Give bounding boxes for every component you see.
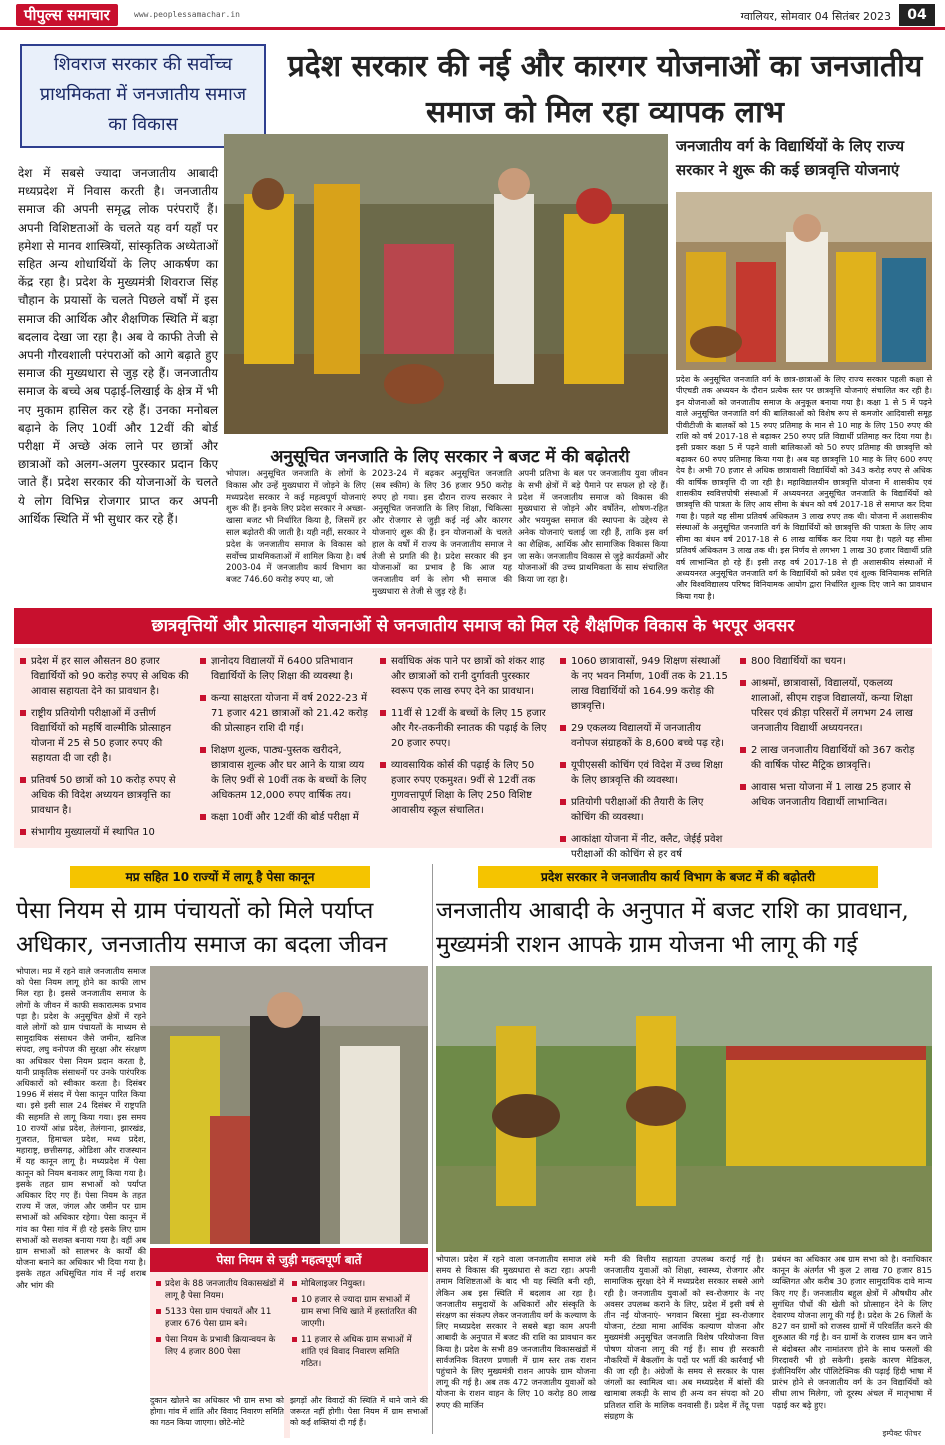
bullet-item: 800 विद्यार्थियों का चयन।: [740, 654, 924, 669]
bullet-item: प्रतियोगी परीक्षाओं की तैयारी के लिए कोचिंग की व्यवस्था।: [560, 795, 730, 825]
info-item: पेसा नियम के प्रभावी क्रियान्वयन के लिए 4 हजार 800 पेसा: [156, 1334, 284, 1358]
side-title: शिवराज सरकार की सर्वोच्च प्राथमिकता में जनजातीय समाज का विकास: [20, 44, 266, 148]
infobox-bottom-text-2: झगड़ों और विवादों की स्थिति में थाने जाने की जरूरत नहीं होगी। पेसा नियम में ग्राम सभाओं को कई शक्तियां दी गई हैं।: [290, 1396, 428, 1440]
newspaper-logo[interactable]: पीपुल्स समाचार: [16, 4, 118, 26]
bullet-item: 29 एकलव्य विद्यालयों में जनजातीय वनोपज संग्राहकों के 8,600 बच्चे पढ़ रहे।: [560, 721, 730, 751]
right-headline: जनजातीय वर्ग के विद्यार्थियों के लिए राज्य सरकार ने शुरू की कई छात्रवृत्ति योजनाएं: [676, 137, 905, 179]
bullet-item: कक्षा 10वीं और 12वीं की बोर्ड परीक्षा में: [200, 810, 370, 825]
pesa-article: भोपाल। मप्र में रहने वाले जनजातीय समाज को पेसा नियम लागू होने का काफी लाभ मिल रहा है। इससे जनजातीय समाज के लोगों के जीवन में काफी सकारात्मक प्रभाव पड़ा है। प्रदेश के अनुसूचित क्षेत्रों में रहने वाले लोगों को ग्राम पंचायतों के माध्यम से सामुदायिक संसाधन जैसे जमीन, खनिज संपदा, लघु वनोपज की सुरक्षा और संरक्षण का अधिकार पेसा नियम प्रदान करता है, यानी प्राकृतिक संसाधनों पर उनके पारंपरिक अधिकारों को स्वीकार करता है। दिसंबर 1996 में संसद में पेसा कानून पारित किया था। इसे इसी साल 24 दिसंबर में राष्ट्रपति की सहमति से लागू किया गया। इस समय 10 राज्यों आंध्र प्रदेश, तेलंगाना, झारखंड, गुजरात, हिमाचल प्रदेश, मध्य प्रदेश, महाराष्ट्र, छत्तीसगढ़, ओडिशा और राजस्थान में यह कानून लागू है। मध्यप्रदेश में पेसा कानून को नियम बनाकर लागू किया गया है। इसके तहत ग्राम सभाओं को पर्याप्त अधिकार दिए गए हैं। पेसा नियम के तहत राज्य में जल, जंगल और जमीन पर ग्राम सभाओं को अधिकार रहेगा। पेसा कानून में गांव का पैसा गांव में ही रहे इसके लिए ग्राम सभाओं को सशक्त बनाया गया है। वहीं अब ग्राम सभाओं को सालभर के कार्यों की योजना बनाने का अधिकार भी दिया गया है। इसके तहत अधिसूचित गांव में नई शराब और भांग की: [16, 966, 146, 1290]
info-column-1: [156, 1278, 284, 1362]
pesa-tag: मप्र सहित 10 राज्यों में लागू है पेसा कानून: [70, 866, 370, 888]
budget-headline: जनजातीय आबादी के अनुपात में बजट राशि का प्रावधान, मुख्यमंत्री राशन आपके ग्राम योजना भी लागू की गई: [436, 898, 909, 958]
info-item: 11 हजार से अधिक ग्राम सभाओं में शांति एवं विवाद निवारण समिति गठित।: [292, 1334, 422, 1370]
main-headline: प्रदेश सरकार की नई और कारगर योजनाओं का जनजातीय समाज को मिल रहा व्यापक लाभ: [287, 49, 923, 130]
site-url[interactable]: www.peoplessamachar.in: [134, 10, 240, 19]
right-article: प्रदेश के अनुसूचित जनजाति वर्ग के छात्र-छात्राओं के लिए राज्य सरकार पहली कक्षा से पीएचडी तक अध्ययन के दौरान प्रत्येक स्तर पर छात्रवृत्ति योजनाएं संचालित कर रही है। इन योजनाओं को जनजातीय समाज के अनुकूल बनाया गया है। कक्षा 1 से 5 में पढ़ने वाले अनुसूचित जनजाति वर्ग की बालिकाओं को विशेष रूप से कमजोर आदिवासी समूह पीवीटीजी के बालकों को 15 रुपए प्रतिमाह के मान से 10 माह के लिए 150 रुपए की राशि को वर्ष 2017-18 से बढ़ाकर 250 रुपए प्रति विद्यार्थी प्रतिमाह कर दिया गया है। इसी प्रकार कक्षा 5 में पढ़ने वाली बालिकाओं को 50 रुपए प्रतिमाह की छात्रवृत्ति को बढ़ाकर 60 रुपए प्रतिमाह किया गया है। अब यह छात्रवृत्ति 10 माह के लिए 600 रुपए देय है। अभी 70 हजार से अधिक छात्रावासी विद्यार्थियों को 343 करोड़ रुपए से अधिक की वार्षिक छात्रवृत्ति दी जा रही है। महाविद्यालयीन छात्रवृत्ति योजना में शासकीय एवं शासकीय स्ववित्तपोषी संस्थाओं में अध्ययनरत अनुसूचित जनजाति के विद्यार्थियों को छात्रवृत्ति की पात्रता के लिए आय सीमा के बंधन को वर्ष 2017-18 से समाप्त कर दिया गया है। पहले यह सीमा प्रतिवर्ष अधिकतम 3 लाख रुपए तक थी। योजना में अशासकीय संस्थाओं के अनुसूचित जनजाति वर्ग के विद्यार्थियों को छात्रवृत्ति की पात्रता के लिए आय सीमा का बंधन वर्ष 2017-18 से 6 लाख वार्षिक कर दिया गया है। पहले यह सीमा प्रतिवर्ष अधिकतम 3 लाख तक थी। इस निर्णय से लगभग 1 लाख 30 हजार विद्यार्थी प्रति वर्ष लाभान्वित हो रहे हैं। इसी तरह वर्ष 2017-18 से ही अशासकीय संस्थाओं में अध्ययनरत अनुसूचित जनजाति वर्ग के विद्यार्थियों को प्रवेश एवं शुल्क विनियामक समिति और विश्वविद्यालय परिषद विनियामक आयोग द्वारा निर्धारित शुल्क दिए जाने का प्रावधान किया गया है।: [676, 375, 932, 601]
left-article: देश में सबसे ज्यादा जनजातीय आबादी मध्यप्रदेश में निवास करती है। जनजातीय समाज की अपनी समृद्ध लोक परंपराएँ हैं। अपनी विशिष्टताओं के चलते यह वर्ग यहाँ पर हमेशा से मानव शास्त्रियों, सांस्कृतिक अध्येताओं सहित अन्य शोधार्थियों के लिए आकर्षण का केंद्र रहा है। प्रदेश के मुख्यमंत्री शिवराज सिंह चौहान के प्रयासों के चलते पिछले वर्षों में इस समाज की आर्थिक और शैक्षणिक स्थिति में बड़ा बदलाव देखा जा रहा है। अब वे काफी तेजी से अपनी गौरवशाली परंपराओं को आगे बढ़ाते हुए समाज की मुख्यधारा से जुड़ रहे हैं। जनजातीय समाज के बच्चे अब पढ़ाई-लिखाई के क्षेत्र में भी नए मुकाम हासिल कर रहे हैं। उनका मनोबल बढ़ाने के लिए 10वीं और 12वीं की बोर्ड परीक्षा में अच्छे अंक लाने पर छात्रों और छात्राओं को अलग-अलग पुरस्कार प्रदान किए जाते हैं। प्रदेश सरकार की योजनाओं के चलते ये लोग विभिन्न रोजगार प्राप्त कर अपनी आर्थिक स्थिति में भी सुधार कर रहे हैं।: [18, 166, 218, 526]
budget-column-2: मनी की वित्तीय सहायता उपलब्ध कराई गई है। जनजातीय युवाओं को शिक्षा, स्वास्थ्य, रोजगार और सामाजिक सुरक्षा देने में मध्यप्रदेश सरकार सबसे आगे रही है। जनजातीय युवाओं को स्व-रोजगार के नए अवसर उपलब्ध कराने के लिए, प्रदेश में इसी वर्ष से तीन नई योजनाएं- भगवान बिरसा मुंडा स्व-रोजगार योजना, टंट्या मामा आर्थिक कल्याण योजना और मुख्यमंत्री अनुसूचित जनजाति विशेष परियोजना वित्त पोषण योजना लागू की गई हैं। साथ ही सरकारी नौकरियों में बैकलॉग के पदों पर भर्ती की कार्रवाई भी की जा रही है। अंग्रेजों के समय से सरकार के पास जंगलों का स्वामित्व था। अब मध्यप्रदेश में बांसों की खामाबा लकड़ी के साथ ही अन्य वन संपदा को 20 प्रतिशत राशि के मालिक वनवासी हैं। प्रदेश में तेंदू पत्ता संग्रहण के: [604, 1254, 764, 1421]
bullet-item: राष्ट्रीय प्रतियोगी परीक्षाओं में उत्तीर्ण विद्यार्थियों को महर्षि वाल्मीकि प्रोत्साहन योजना में 25 से 50 हजार रुपए की सहायता दी जा रही है।: [20, 706, 190, 766]
bullet-item: आकांक्षा योजना में नीट, क्लैट, जेईई प्रवेश परीक्षाओं की कोचिंग से हर वर्ष: [560, 832, 730, 862]
infobox-bottom-text-1: दुकान खोलने का अधिकार भी ग्राम सभा को होगा। गांव में शांति और विवाद निवारण समिति का गठन किया जाएगा। छोटे-मोटे: [150, 1396, 284, 1440]
bullet-item: 1060 छात्रावासों, 949 शिक्षण संस्थाओं के नए भवन निर्माण, 10वीं तक के 21.15 लाख विद्यार्थियों को 164.99 करोड़ की छात्रवृत्ति।: [560, 654, 730, 714]
bullet-item: यूपीएससी कोचिंग एवं विदेश में उच्च शिक्षा के लिए छात्रवृत्ति की व्यवस्था।: [560, 758, 730, 788]
bullet-column-5: [740, 654, 924, 817]
budget-tag: प्रदेश सरकार ने जनजातीय कार्य विभाग के बजट में की बढ़ोतरी: [478, 866, 878, 888]
dateline: ग्वालियर, सोमवार 04 सितंबर 2023: [740, 10, 891, 23]
masthead: [0, 0, 945, 30]
bullet-item: कन्या साक्षरता योजना में वर्ष 2022-23 में 71 हजार 421 छात्राओं को 21.42 करोड़ की प्रोत्साहन राशि दी गई।: [200, 691, 370, 736]
tribal-dance-photo: [224, 134, 668, 434]
pesa-headline: पेसा नियम से ग्राम पंचायतों को मिले पर्याप्त अधिकार, जनजातीय समाज का बदला जीवन: [16, 898, 388, 958]
bullet-item: संभागीय मुख्यालयों में स्थापित 10: [20, 825, 190, 840]
info-item: 5133 पेसा ग्राम पंचायतें और 11 हजार 676 पेसा ग्राम बने।: [156, 1306, 284, 1330]
bullet-column-4: [560, 654, 730, 869]
bullet-item: शिक्षण शुल्क, पाठ्य-पुस्तक खरीदने, छात्रावास शुल्क और घर आने के यात्रा व्यय के लिए 9वीं से 10वीं तक के बच्चों के लिए अधिकतम 12,000 रुपए वार्षिक तय।: [200, 743, 370, 803]
bullet-item: 2 लाख जनजातीय विद्यार्थियों को 367 करोड़ की वार्षिक पोस्ट मैट्रिक छात्रवृत्ति।: [740, 743, 924, 773]
info-item: प्रदेश के 88 जनजातीय विकासखंडों में लागू है पेसा नियम।: [156, 1278, 284, 1302]
section-divider: [432, 864, 433, 1434]
mid-column-1: भोपाल। अनुसूचित जनजाति के लोगों के विकास और उन्हें मुख्यधारा में जोड़ने के लिए मध्यप्रदेश सरकार ने कई महत्वपूर्ण योजनाएं शुरू की हैं। इनके लिए प्रदेश सरकार ने अच्छा-खासा बजट भी निर्धारित किया है, जिसमें हर साल बढ़ोतरी की जाती है। यही नहीं, सरकार ने प्रदेश के जनजातीय समाज के विकास को सर्वोच्च प्राथमिकताओं में शामिल किया है। वर्ष 2003-04 में जनजातीय कार्य विभाग का बजट 746.60 करोड़ रुपए था, जो: [226, 468, 366, 585]
budget-column-3: प्रबंधन का अधिकार अब ग्राम सभा को है। वनाधिकार कानून के अंतर्गत भी कुल 2 लाख 70 हजार 815 व्यक्तिगत और करीब 30 हजार सामुदायिक दावे मान्य किए गए हैं। जनजातीय बहुल क्षेत्रों में औषधीय और सुगंधित पौधों की खेती को प्रोत्साहन देने के लिए देवारण्य योजना लागू की गई है। प्रदेश के 26 जिलों के 827 वन ग्रामों को राजस्व ग्रामों में परिवर्तित करने की शुरुआत की गई है। वन ग्रामों के राजस्व ग्राम बन जाने से बंदोबस्त और नामांतरण होने के साथ फसलों की गिरदावरी भी हो सकेगी। इसके कारण मेडिकल, इंजीनियरिंग और पॉलिटेक्निक की पढ़ाई हिंदी भाषा में प्रारंभ होने से जनजातीय वर्ग के उन विद्यार्थियों को सीधा लाभ मिलेगा, जो दूरस्थ अंचल में मातृभाषा में पढ़ाई कर बढ़े हुए।: [772, 1254, 932, 1410]
bullet-area: [14, 648, 932, 860]
bullet-column-2: [200, 654, 370, 832]
bullet-item: व्यावसायिक कोर्स की पढ़ाई के लिए 50 हजार रुपए एकमुश्त। 9वीं से 12वीं तक गुणवत्तापूर्ण शिक्षा के लिए 250 विशिष्ट आवासीय स्कूल संचालित।: [380, 758, 550, 818]
info-item: मोबिलाइजर नियुक्त।: [292, 1278, 422, 1290]
bullet-item: ज्ञानोदय विद्यालयों में 6400 प्रतिभावान विद्यार्थियों के लिए शिक्षा की व्यवस्था है।: [200, 654, 370, 684]
bullet-item: प्रतिवर्ष 50 छात्रों को 10 करोड़ रुपए से अधिक की विदेश अध्ययन छात्रवृत्ति का प्रावधान है।: [20, 773, 190, 818]
bullet-item: प्रदेश में हर साल औसतन 80 हजार विद्यार्थियों को 90 करोड़ रुपए से अधिक की आवास सहायता देने का प्रावधान है।: [20, 654, 190, 699]
bullet-item: 11वीं से 12वीं के बच्चों के लिए 15 हजार और गैर-तकनीकी स्नातक की पढ़ाई के लिए 20 हजार रुपए।: [380, 706, 550, 751]
budget-column-1: भोपाल। प्रदेश में रहने वाला जनजातीय समाज लंबे समय से विकास की मुख्यधारा से कटा रहा। अपनी तमाम विशिष्टताओं के बाद भी यह स्थिति बनी रही, लेकिन अब इस स्थिति में बदलाव आ रहा है। जनजातीय समुदायों के अधिकारों और संस्कृति के संरक्षण का संकल्प लेकर जनजातीय वर्ग के कल्याण के लिए मध्यप्रदेश सरकार ने सबसे बड़ा काम अपनी आबादी के अनुपात में बजट की राशि का प्रावधान कर किया है। प्रदेश के सभी 89 जनजातीय विकासखंडों में सार्वजनिक वितरण प्रणाली में ग्राम स्तर तक राशन पहुंचाने के लिए मुख्यमंत्री राशन आपके ग्राम योजना लागू की गई है। अब तक 472 जनजातीय युवाओं को योजना के राशन वाहन के लिए 10 करोड़ 80 लाख रुपए की मार्जिन: [436, 1254, 596, 1410]
students-photo: [676, 192, 932, 370]
scholarship-banner: छात्रवृत्तियों और प्रोत्साहन योजनाओं से जनजातीय समाज को मिल रहे शैक्षणिक विकास के भरपूर अवसर: [14, 608, 932, 644]
bullet-item: सर्वाधिक अंक पाने पर छात्रों को शंकर शाह और छात्राओं को रानी दुर्गावती पुरस्कार स्वरूप एक लाख रुपए देने का प्रावधान।: [380, 654, 550, 699]
impact-feature-credit: इम्पैक्ट फीचर: [882, 1429, 921, 1438]
pesa-photo: [150, 966, 428, 1244]
bullet-item: आश्रमों, छात्रावासों, विद्यालयों, एकलव्य शालाओं, सीएम राइज विद्यालयों, कन्या शिक्षा परिसर एवं क्रीड़ा परिसरों में लगभग 24 लाख जनजातीय विद्यार्थी अध्ययनरत।: [740, 676, 924, 736]
mid-column-2: 2023-24 में बढ़कर अनुसूचित जनजाति (सब स्कीम) के लिए 36 हजार 950 करोड़ रुपए हो गया। इस दौरान राज्य सरकार ने अनुसूचित जनजाति के लिए शिक्षा, चिकित्सा और रोजगार से जुड़ी कई नई और कारगर योजनाएं शुरू की हैं। इन योजनाओं के चलते हाल के वर्षों में राज्य के जनजातीय समाज ने तेजी से प्रगति की है। प्रदेश सरकार की इन योजनाओं का प्रभाव है कि आज यह जनजातीय वर्ग के लोग भी समाज की मुख्यधारा से तेजी से जुड़ रहे हैं।: [372, 468, 512, 596]
page-number: 04: [899, 4, 935, 26]
bullet-column-1: [20, 654, 190, 847]
bullet-item: आवास भत्ता योजना में 1 लाख 25 हजार से अधिक जनजातीय विद्यार्थी लाभान्वित।: [740, 780, 924, 810]
info-item: 10 हजार से ज्यादा ग्राम सभाओं में ग्राम सभा निधि खाते में हस्तांतरित की जाएगी।: [292, 1294, 422, 1330]
mid-column-3: अपनी प्रतिभा के बल पर जनजातीय युवा जीवन के सभी क्षेत्रों में बड़े पैमाने पर सफल हो रहे हैं। प्रदेश में जनजातीय समाज को विकास की मुख्यधारा से जोड़ने और वर्षोंतेन, शोषण-रहित और भयमुक्त समाज की स्थापना के उद्देश्य से अनेक योजनाएं चलाई जा रही हैं, ताकि इस वर्ग का शैक्षिक, आर्थिक और सामाजिक विकास किया जा सके। जनजातीय विकास से जुड़े कार्यक्रमों और योजनाओं की उच्च प्राथमिकता के साथ संचालित किया जा रहा है।: [518, 468, 668, 585]
info-column-2: [292, 1278, 422, 1374]
bullet-column-3: [380, 654, 550, 825]
infobox-title: पेसा नियम से जुड़ी महत्वपूर्ण बातें: [150, 1248, 428, 1272]
drum-dance-photo: [436, 966, 932, 1252]
mid-headline: अनुसूचित जनजाति के लिए सरकार ने बजट में की बढ़ोतरी: [270, 447, 630, 467]
